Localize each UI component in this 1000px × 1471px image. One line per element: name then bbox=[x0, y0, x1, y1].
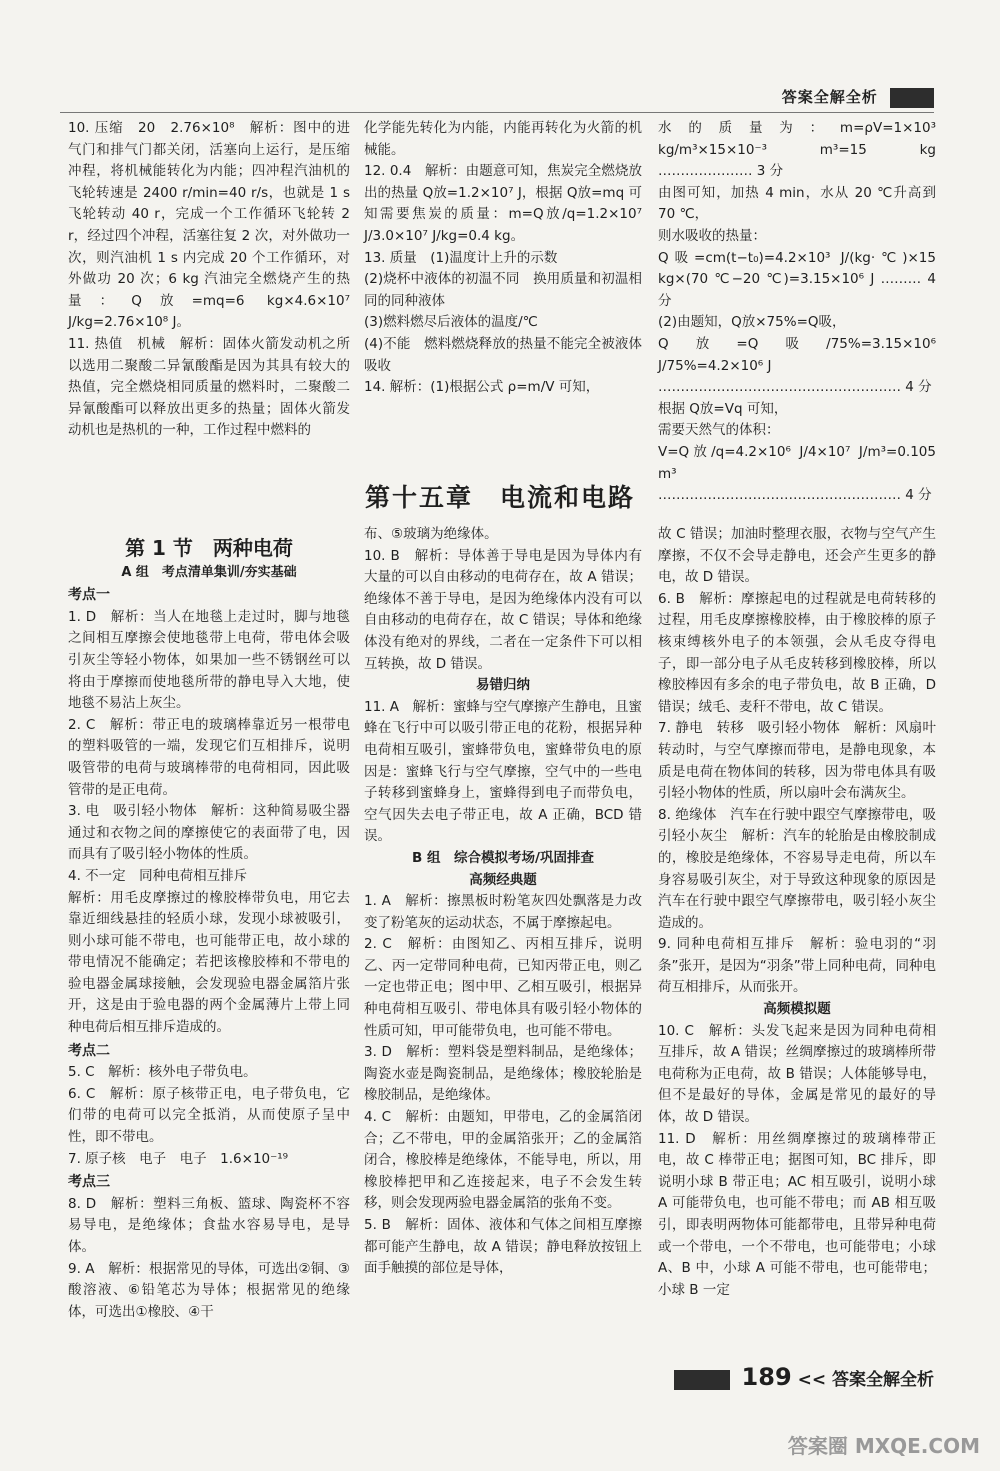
page-number: 189 bbox=[741, 1363, 792, 1391]
header-rule bbox=[60, 112, 934, 113]
answer-paragraph: 10. B 解析：导体善于导电是因为导体内有大量的可以自由移动的电荷存在，故 A 错误；绝缘体不善于导电，是因为绝缘体内没有可以自由移动的电荷存在，故 C 错误；导体和绝缘体没有绝对的界线，二者在一定条件下可以相互转换，故 D 错误。 bbox=[364, 547, 642, 672]
answer-paragraph: V=Q放/q=4.2×10⁶ J/4×10⁷ J/m³=0.105 m³ bbox=[658, 443, 941, 482]
top-column-1 bbox=[68, 118, 355, 442]
answer-paragraph: 水的质量为：m=ρV=1×10³ kg/m³×15×10⁻³ m³=15 kg ………………… 3 分 bbox=[658, 120, 941, 180]
kaodian-heading: 考点三 bbox=[68, 1174, 110, 1191]
answer-paragraph: 9. A 解析：根据常见的导体，可选出②铜、③酸溶液、⑥铅笔芯为导体；根据常见的绝缘体，可选出①橡胶、④干 bbox=[68, 1260, 350, 1320]
kaodian-heading: 考点二 bbox=[68, 1042, 110, 1059]
footer-arrows-icon: << bbox=[797, 1370, 827, 1390]
bottom-column-3 bbox=[658, 524, 941, 1301]
answer-paragraph: 5. B 解析：固体、液体和气体之间相互摩擦都可能产生静电，故 A 错误；静电释放按钮上面手触摸的部位是导体， bbox=[364, 1217, 642, 1277]
subsection-heading: 高频经典题 bbox=[469, 871, 537, 888]
answer-paragraph: 故 C 错误；加油时整理衣服，衣物与空气产生摩擦，不仅不会导走静电，还会产生更多的静电，故 D 错误。 bbox=[658, 526, 936, 586]
answer-paragraph: 3. D 解析：塑料袋是塑料制品，是绝缘体；陶瓷水壶是陶瓷制品，是绝缘体；橡胶轮胎是橡胶制品，是绝缘体。 bbox=[364, 1044, 642, 1104]
answer-paragraph: 11. A 解析：蜜蜂与空气摩擦产生静电，且蜜蜂在飞行中可以吸引带正电的花粉，根据异种电荷相互吸引，蜜蜂带负电，蜜蜂带负电的原因是：蜜蜂飞行与空气摩擦，空气中的一些电子转移到蜜蜂身上，蜜蜂得到电子而带负电，空气因失去电子带正电，故 A 正确，BCD 错误。 bbox=[364, 698, 642, 845]
answer-paragraph: 10. 压缩 20 2.76×10⁸ 解析：图中的进气门和排气门都关闭，活塞向上运行，是压缩冲程，将机械能转化为内能；四冲程汽油机的飞轮转速是 2400 r/min=40 r/s，也就是 1 s 飞轮转动 40 r，完成一个工作循环飞轮转 2 r，经过四个冲程，活塞往复 2 次，对外做功一次，则汽油机 1 s 内完成 20 个工作循环，对外做功 20 次；6 kg 汽油完全燃烧产生的热量：Q放=mq=6 kg×4.6×10⁷ J/kg=2.76×10⁸ J。 bbox=[68, 120, 355, 331]
answer-paragraph: 1. D 解析：当人在地毯上走过时，脚与地毯之间相互摩擦会使地毯带上电荷，带电体会吸引灰尘等轻小物体，如果加一些不锈钢丝可以将由于摩擦而使地毯所带的静电导入大地，使地毯不易沾上灰尘。 bbox=[68, 608, 350, 712]
group-a-heading: A 组 考点清单集训/夯实基础 bbox=[121, 564, 297, 580]
chapter-title: 第十五章 电流和电路 bbox=[364, 483, 635, 512]
answer-paragraph: 4. C 解析：由题知，甲带电，乙的金属箔闭合；乙不带电，甲的金属箔张开；乙的金属箔闭合，橡胶棒是绝缘体，不能导电，所以，用橡胶棒把甲和乙连接起来，电子不会发生转移，则会发现两验电器金属箔的张角不变。 bbox=[364, 1109, 642, 1212]
answer-paragraph: 11. 热值 机械 解析：固体火箭发动机之所以选用二聚酸二异氰酸酯是因为其具有较大的热值，完全燃烧相同质量的燃料时，二聚酸二异氰酸酯可以释放出更多的热量；固体火箭发动机也是热机的一种，工作过程中燃料的 bbox=[68, 335, 350, 439]
top-column-2 bbox=[364, 118, 647, 399]
footer-bar bbox=[674, 1370, 730, 1390]
header-bar bbox=[890, 88, 934, 108]
subsection-heading: B 组 综合模拟考场/巩固排查 bbox=[412, 849, 594, 866]
answer-paragraph: (2)烧杯中液体的初温不同 换用质量和初温相同的同种液体 bbox=[364, 271, 642, 309]
answer-paragraph: 2. C 解析：由图知乙、丙相互排斥，说明乙、丙一定带同种电荷，已知丙带正电，则乙一定也带正电；图中甲、乙相互吸引，根据异种电荷相互吸引、带电体具有吸引轻小物体的性质可知，甲可能带负电，也可能不带电。 bbox=[364, 936, 642, 1039]
watermark: 答案圈 MXQE.COM bbox=[787, 1434, 980, 1458]
answer-paragraph: 7. 静电 转移 吸引轻小物体 解析：风扇叶转动时，与空气摩擦而带电，是静电现象，本质是电荷在物体间的转移，因为带电体具有吸引轻小物体的性质，所以扇叶会布满灰尘。 bbox=[658, 720, 936, 802]
subsection-heading: 易错归纳 bbox=[476, 677, 530, 694]
answer-paragraph: 9. 同种电荷相互排斥 解析：验电羽的“羽条”张开，是因为“羽条”带上同种电荷，同种电荷互相排斥，从而张开。 bbox=[658, 936, 936, 996]
answer-paragraph: 由图可知，加热 4 min，水从 20 ℃升高到 70 ℃， bbox=[658, 184, 941, 223]
answer-paragraph: 3. 电 吸引轻小物体 解析：这种简易吸尘器通过和衣物之间的摩擦使它的表面带了电，因而具有了吸引轻小物体的性质。 bbox=[68, 803, 350, 863]
answer-paragraph: 8. 绝缘体 汽车在行驶中跟空气摩擦带电，吸引轻小灰尘 解析：汽车的轮胎是由橡胶制成的，橡胶是绝缘体，不容易导走电荷，所以车身容易吸引灰尘，对于导致这种现象的原因是汽车在行驶中跟空气摩擦带电，吸引轻小灰尘造成的。 bbox=[658, 806, 936, 931]
answer-paragraph: (3)燃料燃尽后液体的温度/℃ bbox=[364, 314, 538, 331]
answer-paragraph: 2. C 解析：带正电的玻璃棒靠近另一根带电的塑料吸管的一端，发现它们互相排斥，说明吸管带的电荷与玻璃棒带的电荷相同，因此吸管带的是正电荷。 bbox=[68, 716, 350, 798]
answer-paragraph: 1. A 解析：擦黑板时粉笔灰四处飘落是力改变了粉笔灰的运动状态，不属于摩擦起电。 bbox=[364, 893, 642, 931]
answer-paragraph: (2)由题知，Q放×75%=Q吸， bbox=[658, 314, 846, 331]
answer-paragraph: 13. 质量 (1)温度计上升的示数 bbox=[364, 249, 558, 266]
answer-paragraph: 布、⑤玻璃为绝缘体。 bbox=[364, 526, 498, 542]
page-footer bbox=[674, 1363, 934, 1391]
section-title: 第 1 节 两种电荷 bbox=[125, 536, 293, 560]
answer-paragraph: 化学能先转化为内能，内能再转化为火箭的机械能。 bbox=[364, 120, 642, 158]
subsection-heading: 高频模拟题 bbox=[763, 1001, 831, 1018]
answer-paragraph: ……………………………………………… 4 分 bbox=[658, 487, 932, 504]
answer-paragraph: ……………………………………………… 4 分 bbox=[658, 379, 932, 396]
answer-paragraph: 14. 解析：(1)根据公式 ρ=m/V 可知， bbox=[364, 379, 600, 396]
top-column-3 bbox=[658, 118, 941, 507]
answer-paragraph: 根据 Q放=Vq 可知， bbox=[658, 400, 788, 417]
answer-paragraph: 6. C 解析：原子核带正电，电子带负电，它们带的电荷可以完全抵消，从而使原子呈中性，即不带电。 bbox=[68, 1085, 350, 1146]
answer-paragraph: 12. 0.4 解析：由题意可知，焦炭完全燃烧放出的热量 Q放=1.2×10⁷ J，根据 Q放=mq 可知需要焦炭的质量：m=Q放/q=1.2×10⁷ J/3.0×10⁷ J/kg=0.4 kg。 bbox=[364, 163, 647, 244]
answer-paragraph: 10. C 解析：头发飞起来是因为同种电荷相互排斥，故 A 错误；丝绸摩擦过的玻璃棒所带电荷称为正电荷，故 B 错误；人体能够导电，但不是最好的导体，金属是常见的最好的导体，故 D 错误。 bbox=[658, 1022, 936, 1126]
answer-paragraph: 则水吸收的热量： bbox=[658, 227, 766, 244]
bottom-column-2 bbox=[364, 524, 642, 1280]
answer-paragraph: Q吸=cm(t−t₀)=4.2×10³ J/(kg·℃)×15 kg×(70 ℃−20 ℃)=3.15×10⁶ J ……… 4 分 bbox=[658, 249, 941, 309]
answer-paragraph: 8. D 解析：塑料三角板、篮球、陶瓷杯不容易导电，是绝缘体；食盐水容易导电，是导体。 bbox=[68, 1195, 350, 1255]
answer-paragraph: 4. 不一定 同种电荷相互排斥 bbox=[68, 867, 248, 884]
footer-label: 答案全解全析 bbox=[832, 1370, 934, 1390]
bottom-column-1 bbox=[68, 530, 350, 1323]
header-title: 答案全解全析 bbox=[782, 86, 934, 108]
kaodian-heading: 考点一 bbox=[68, 587, 110, 604]
answer-paragraph: Q放=Q吸/75%=3.15×10⁶ J/75%=4.2×10⁶ J bbox=[658, 335, 941, 374]
answer-paragraph: (4)不能 燃料燃烧释放的热量不能完全被液体吸收 bbox=[364, 335, 642, 374]
answer-paragraph: 7. 原子核 电子 电子 1.6×10⁻¹⁹ bbox=[68, 1150, 289, 1167]
answer-paragraph: 11. D 解析：用丝绸摩擦过的玻璃棒带正电，故 C 棒带正电；据图可知，BC 排斥，即说明小球 B 带正电；AC 相互吸引，说明小球 A 可能带负电，也可能不带电；而 AB 相互吸引，即表明两物体可能都带电，且带异种电荷或一个带电，一个不带电，也可能带电；小球 A、B 中，小球 A 可能不带电，也可能带电；小球 B 一定 bbox=[658, 1130, 941, 1298]
answer-paragraph: 6. B 解析：摩擦起电的过程就是电荷转移的过程，用毛皮摩擦橡胶棒，由于橡胶棒的原子核束缚核外电子的本领强，会从毛皮夺得电子，即一部分电子从毛皮转移到橡胶棒，所以橡胶棒因有多余的电子带负电，故 B 正确，D 错误；绒毛、麦秆不带电，故 C 错误。 bbox=[658, 590, 941, 715]
answer-paragraph: 需要天然气的体积： bbox=[658, 422, 780, 439]
answer-paragraph: 解析：用毛皮摩擦过的橡胶棒带负电，用它去靠近细线悬挂的轻质小球，发现小球被吸引，则小球可能不带电，也可能带正电，故小球的带电情况不能确定；若把该橡胶棒和不带电的验电器金属球接触，会发现验电器金属箔片张开，这是由于验电器的两个金属薄片上带上同种电荷后相互排斥造成的。 bbox=[68, 889, 350, 1036]
answer-paragraph: 5. C 解析：核外电子带负电。 bbox=[68, 1064, 257, 1081]
